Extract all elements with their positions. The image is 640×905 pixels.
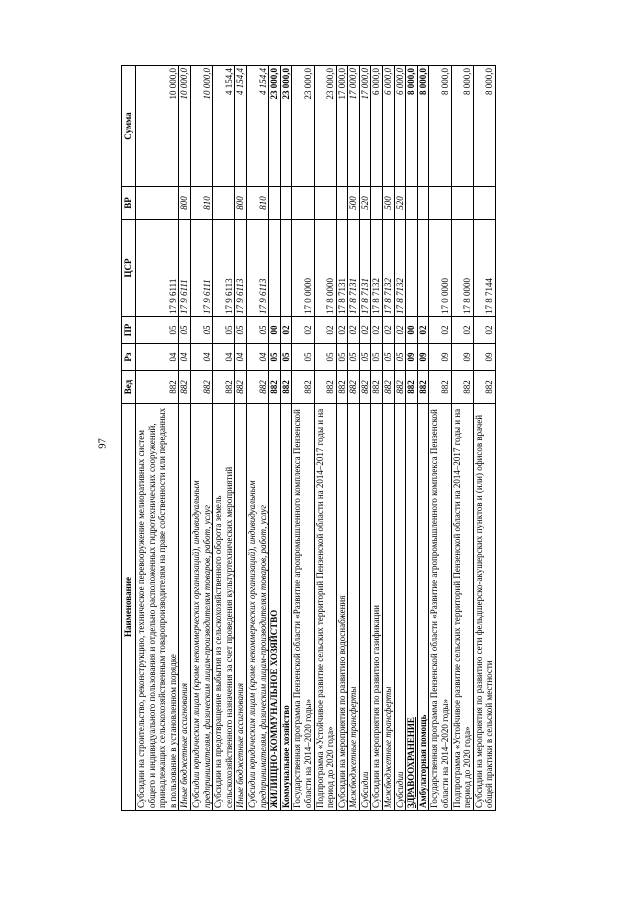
table-header-row: [122, 66, 136, 811]
row-name: Подпрограмма «Устойчивое развитие сельских территорий Пензенской области на 2014–2017 годы и на период до 2020 года»: [451, 404, 473, 811]
row-pr: 05: [213, 317, 235, 344]
row-name: Подпрограмма «Устойчивое развитие сельских территорий Пензенской области на 2014–2017 годы и на период до 2020 года»: [314, 404, 336, 811]
row-ved: 882: [314, 371, 336, 404]
table-row: [190, 66, 212, 811]
table-row: [429, 66, 451, 811]
table-row: [473, 66, 495, 811]
table-row: [394, 66, 406, 811]
row-name: Субсидии на мероприятия по развитию сети фельдшерско-акушерских пунктов и (или) офисов врачей общей практики в сельской местности: [473, 404, 495, 811]
row-vr: [336, 187, 348, 220]
row-pr: 02: [280, 317, 292, 344]
row-name: Субсидии юридическим лицам (кроме некоммерческих организаций), индивидуальным предпринимателям, физическим лицам-производителям товаров, работ, услуг: [246, 404, 268, 811]
table-row: [246, 66, 268, 811]
row-sum: 10 000,0: [179, 66, 191, 187]
row-csr: 17 0 0000: [292, 220, 314, 317]
row-sum: 17 000,0: [348, 66, 360, 187]
row-csr: [269, 220, 281, 317]
row-ved: 882: [406, 371, 418, 404]
row-name: Коммунальное хозяйство: [280, 404, 292, 811]
row-csr: 17 8 7132: [371, 220, 383, 317]
row-csr: 17 9 6111: [179, 220, 191, 317]
row-name: Субсидии на мероприятия по развитию водоснабжения: [336, 404, 348, 811]
row-vr: [473, 187, 495, 220]
table-body: [136, 66, 496, 811]
row-sum: 23 000,0: [269, 66, 281, 187]
row-csr: 17 8 7131: [336, 220, 348, 317]
row-sum: 10 000,0: [190, 66, 212, 187]
row-vr: [417, 187, 429, 220]
table-row: [235, 66, 247, 811]
row-csr: 17 8 0000: [314, 220, 336, 317]
row-csr: [280, 220, 292, 317]
row-ved: 882: [348, 371, 360, 404]
row-pr: 05: [136, 317, 179, 344]
header-name: Наименование: [122, 404, 136, 811]
row-pr: 05: [190, 317, 212, 344]
row-rz: 05: [336, 344, 348, 371]
row-csr: 17 9 6113: [235, 220, 247, 317]
row-ved: 882: [429, 371, 451, 404]
row-pr: 02: [292, 317, 314, 344]
row-name: Межбюджетные трансферты: [383, 404, 395, 811]
row-rz: 05: [383, 344, 395, 371]
row-pr: 02: [451, 317, 473, 344]
row-vr: 810: [190, 187, 212, 220]
row-vr: 520: [359, 187, 371, 220]
row-vr: 500: [383, 187, 395, 220]
row-ved: 882: [235, 371, 247, 404]
row-csr: 17 9 6111: [190, 220, 212, 317]
row-name: Субсидии: [359, 404, 371, 811]
row-vr: 500: [348, 187, 360, 220]
row-pr: 02: [417, 317, 429, 344]
row-ved: 882: [246, 371, 268, 404]
row-name: Амбулаторная помощь: [417, 404, 429, 811]
row-rz: 05: [394, 344, 406, 371]
row-ved: 882: [213, 371, 235, 404]
row-ved: 882: [179, 371, 191, 404]
budget-table-container: [121, 66, 581, 811]
row-rz: 09: [429, 344, 451, 371]
header-rz: Рз: [122, 344, 136, 371]
row-ved: 882: [417, 371, 429, 404]
row-sum: 23 000,0: [314, 66, 336, 187]
row-csr: 17 9 6111: [136, 220, 179, 317]
row-ved: 882: [269, 371, 281, 404]
row-name: Межбюджетные трансферты: [348, 404, 360, 811]
row-sum: 4 154,4: [246, 66, 268, 187]
table-row: [314, 66, 336, 811]
row-csr: 17 9 6113: [213, 220, 235, 317]
row-vr: [213, 187, 235, 220]
row-pr: 02: [314, 317, 336, 344]
table-row: [359, 66, 371, 811]
row-csr: 17 8 7132: [383, 220, 395, 317]
row-pr: 02: [473, 317, 495, 344]
row-sum: 17 000,0: [359, 66, 371, 187]
table-row: [269, 66, 281, 811]
table-row: [406, 66, 418, 811]
table-row: [213, 66, 235, 811]
row-name: ЗДРАВООХРАНЕНИЕ: [406, 404, 418, 811]
row-name: Государственная программа Пензенской области «Развитие агропромышленного комплекса Пензенской области на 2014–2020 годы»: [429, 404, 451, 811]
header-ved: Вед: [122, 371, 136, 404]
row-ved: 882: [371, 371, 383, 404]
row-sum: 8 000,0: [451, 66, 473, 187]
row-pr: 02: [336, 317, 348, 344]
row-pr: 05: [235, 317, 247, 344]
row-sum: 8 000,0: [473, 66, 495, 187]
row-vr: [371, 187, 383, 220]
row-vr: [429, 187, 451, 220]
row-csr: 17 9 6113: [246, 220, 268, 317]
row-name: Государственная программа Пензенской области «Развитие агропромышленного комплекса Пензенской области на 2014–2020 годы»: [292, 404, 314, 811]
row-pr: 02: [348, 317, 360, 344]
row-pr: 00: [269, 317, 281, 344]
table-row: [136, 66, 179, 811]
budget-table: [121, 65, 496, 811]
row-pr: 02: [429, 317, 451, 344]
row-name: Субсидии юридическим лицам (кроме некоммерческих организаций), индивидуальным предпринимателям, физическим лицам-производителям товаров, работ, услуг: [190, 404, 212, 811]
row-csr: 17 8 7144: [473, 220, 495, 317]
row-vr: 810: [246, 187, 268, 220]
row-csr: [406, 220, 418, 317]
row-name: Субсидии на мероприятия по развитию газификации: [371, 404, 383, 811]
header-vr: ВР: [122, 187, 136, 220]
row-rz: 09: [417, 344, 429, 371]
row-vr: [280, 187, 292, 220]
table-row: [336, 66, 348, 811]
row-name: Субсидии на предотвращение выбытия из сельскохозяйственного оборота земель сельскохозяйственного назначения за счет проведения культуртехнических мероприятий: [213, 404, 235, 811]
row-rz: 04: [136, 344, 179, 371]
row-sum: 23 000,0: [292, 66, 314, 187]
row-vr: [292, 187, 314, 220]
row-rz: 05: [280, 344, 292, 371]
row-vr: [136, 187, 179, 220]
row-vr: [406, 187, 418, 220]
row-vr: 520: [394, 187, 406, 220]
page-number: 97: [97, 438, 109, 449]
row-rz: 04: [190, 344, 212, 371]
row-sum: 10 000,0: [136, 66, 179, 187]
row-csr: 17 8 7132: [394, 220, 406, 317]
row-csr: 17 8 0000: [451, 220, 473, 317]
row-ved: 882: [292, 371, 314, 404]
row-ved: 882: [359, 371, 371, 404]
row-sum: 4 154,4: [213, 66, 235, 187]
table-row: [417, 66, 429, 811]
table-row: [280, 66, 292, 811]
row-sum: 8 000,0: [406, 66, 418, 187]
row-rz: 05: [269, 344, 281, 371]
row-rz: 05: [371, 344, 383, 371]
row-csr: 17 8 7131: [348, 220, 360, 317]
row-vr: 800: [235, 187, 247, 220]
row-name: Субсидии на строительство, реконструкцию, техническое перевооружение мелиоративных систем общего и индивидуального пользования и отдельно расположенных гидротехнических сооружений, принадлежащих сельскохозяйственным товаропроизводителям на праве собственности или переданных в пользование в установленном порядке: [136, 404, 179, 811]
row-pr: 05: [179, 317, 191, 344]
row-name: Субсидии: [394, 404, 406, 811]
row-csr: [417, 220, 429, 317]
row-sum: 4 154,4: [235, 66, 247, 187]
row-sum: 8 000,0: [417, 66, 429, 187]
row-sum: 17 000,0: [336, 66, 348, 187]
row-csr: 17 8 7131: [359, 220, 371, 317]
row-pr: 05: [246, 317, 268, 344]
row-rz: 04: [179, 344, 191, 371]
row-name: Иные бюджетные ассигнования: [235, 404, 247, 811]
row-sum: 6 000,0: [371, 66, 383, 187]
table-row: [383, 66, 395, 811]
table-row: [292, 66, 314, 811]
row-ved: 882: [473, 371, 495, 404]
row-csr: 17 0 0000: [429, 220, 451, 317]
header-sum: Сумма: [122, 66, 136, 187]
row-name: ЖИЛИЩНО-КОММУНАЛЬНОЕ ХОЗЯЙСТВО: [269, 404, 281, 811]
row-rz: 04: [235, 344, 247, 371]
row-rz: 04: [213, 344, 235, 371]
row-rz: 04: [246, 344, 268, 371]
row-pr: 02: [371, 317, 383, 344]
row-vr: [451, 187, 473, 220]
row-ved: 882: [451, 371, 473, 404]
row-rz: 05: [292, 344, 314, 371]
row-pr: 00: [406, 317, 418, 344]
row-rz: 05: [314, 344, 336, 371]
row-ved: 882: [136, 371, 179, 404]
row-sum: 23 000,0: [280, 66, 292, 187]
row-sum: 6 000,0: [383, 66, 395, 187]
row-rz: 05: [348, 344, 360, 371]
row-vr: 800: [179, 187, 191, 220]
row-ved: 882: [383, 371, 395, 404]
header-csr: ЦСР: [122, 220, 136, 317]
header-pr: ПР: [122, 317, 136, 344]
row-pr: 02: [394, 317, 406, 344]
row-sum: 8 000,0: [429, 66, 451, 187]
table-row: [348, 66, 360, 811]
row-rz: 09: [473, 344, 495, 371]
row-pr: 02: [383, 317, 395, 344]
row-pr: 02: [359, 317, 371, 344]
table-row: [451, 66, 473, 811]
row-ved: 882: [280, 371, 292, 404]
row-ved: 882: [394, 371, 406, 404]
row-rz: 09: [406, 344, 418, 371]
row-sum: 6 000,0: [394, 66, 406, 187]
row-rz: 05: [359, 344, 371, 371]
row-vr: [269, 187, 281, 220]
row-ved: 882: [190, 371, 212, 404]
row-ved: 882: [336, 371, 348, 404]
table-row: [371, 66, 383, 811]
row-rz: 09: [451, 344, 473, 371]
table-row: [179, 66, 191, 811]
row-vr: [314, 187, 336, 220]
row-name: Иные бюджетные ассигнования: [179, 404, 191, 811]
